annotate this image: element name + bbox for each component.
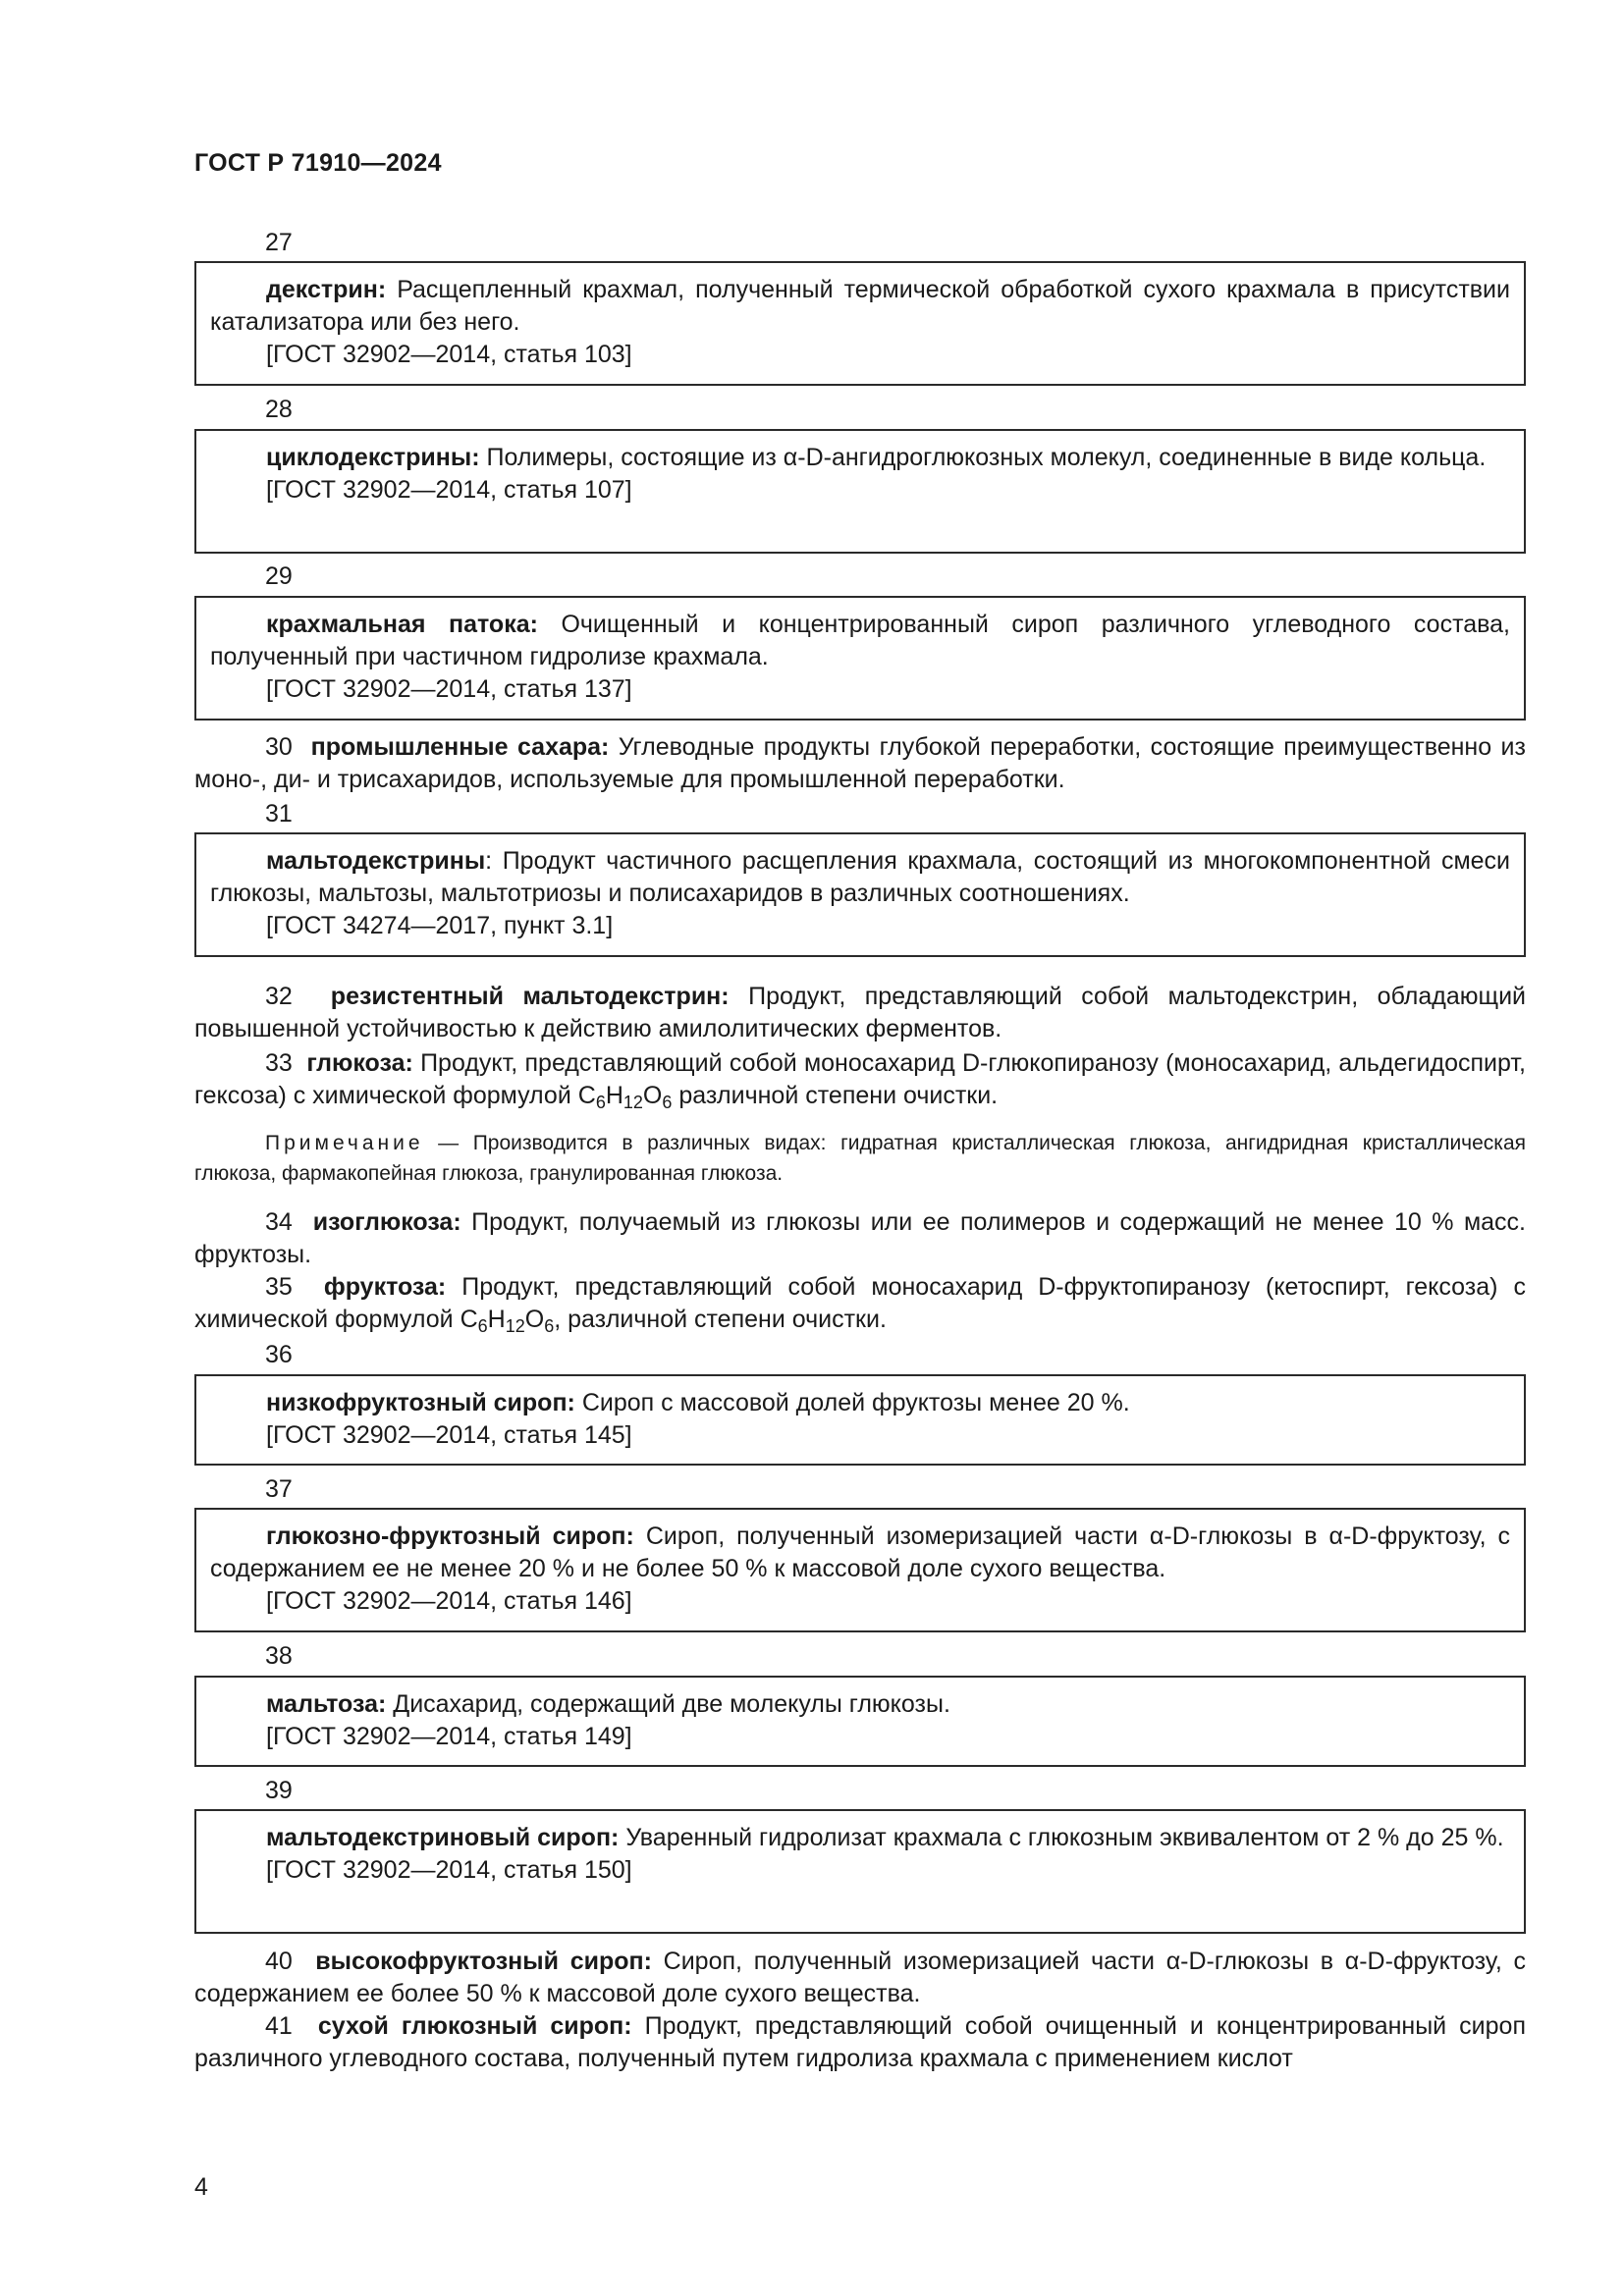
term-definition: мальтодекстрины: Продукт частичного расщепления крахмала, состоящий из многокомпонентной смеси глюкозы, мальтозы, мальтотриозы и полисахаридов в различных соотношениях. bbox=[210, 847, 1510, 907]
term-source: [ГОСТ 34274—2017, пункт 3.1] bbox=[266, 912, 614, 939]
page-number: 4 bbox=[194, 2173, 208, 2201]
term-source: [ГОСТ 32902—2014, статья 107] bbox=[266, 476, 632, 504]
term-paragraph: 33 глюкоза: Продукт, представляющий собой моносахарид D-глюкопиранозу (моносахарид, альдегидоспирт, гексоза) с химической формулой $C_6H_{12}O_6$ различной степени очистки. bbox=[194, 1049, 1526, 1112]
term-number: 31 bbox=[265, 800, 293, 828]
term-source: [ГОСТ 32902—2014, статья 149] bbox=[266, 1723, 632, 1750]
term-number: 29 bbox=[265, 562, 293, 590]
term-source: [ГОСТ 32902—2014, статья 145] bbox=[266, 1421, 632, 1449]
term-number: 37 bbox=[265, 1475, 293, 1503]
term-definition: низкофруктозный сироп: Сироп с массовой долей фруктозы менее 20 %. bbox=[266, 1389, 1130, 1416]
term-box bbox=[194, 596, 1526, 721]
note-label: Примечание bbox=[265, 1132, 424, 1154]
term-name: мальтодекстриновый сироп: bbox=[266, 1824, 620, 1851]
document-header: ГОСТ Р 71910—2024 bbox=[194, 149, 442, 177]
term-name: глюкозно-фруктозный сироп: bbox=[266, 1522, 634, 1550]
term-name: низкофруктозный сироп: bbox=[266, 1389, 575, 1416]
term-number: 27 bbox=[265, 229, 293, 256]
term-definition: крахмальная патока: Очищенный и концентрированный сироп различного углеводного состава, полученный при частичном гидролизе крахмала. bbox=[210, 611, 1510, 670]
term-box bbox=[194, 1809, 1526, 1934]
term-box bbox=[194, 1676, 1526, 1767]
term-name: высокофруктозный сироп: bbox=[315, 1948, 652, 1975]
term-paragraph: 32 резистентный мальтодекстрин: Продукт, представляющий собой мальтодекстрин, обладающий повышенной устойчивостью к действию амилолитических ферментов. bbox=[194, 983, 1527, 1042]
term-name: изоглюкоза: bbox=[312, 1208, 461, 1236]
term-source: [ГОСТ 32902—2014, статья 150] bbox=[266, 1856, 632, 1884]
term-source: [ГОСТ 32902—2014, статья 146] bbox=[266, 1587, 632, 1615]
term-box bbox=[194, 1508, 1526, 1632]
term-source: [ГОСТ 32902—2014, статья 137] bbox=[266, 675, 632, 703]
term-name: глюкоза: bbox=[306, 1049, 413, 1077]
term-definition: декстрин: Расщепленный крахмал, полученный термической обработкой сухого крахмала в присутствии катализатора или без него. bbox=[210, 276, 1510, 336]
term-name: циклодекстрины: bbox=[266, 444, 480, 471]
term-name: крахмальная патока: bbox=[266, 611, 538, 638]
chemical-formula: $C_6H_{12}O_6$ bbox=[460, 1306, 555, 1336]
term-box bbox=[194, 429, 1526, 554]
term-definition: мальтоза: Дисахарид, содержащий две молекулы глюкозы. bbox=[266, 1690, 950, 1718]
term-box bbox=[194, 261, 1526, 386]
term-number: 38 bbox=[265, 1642, 293, 1670]
term-name: резистентный мальтодекстрин: bbox=[330, 983, 730, 1010]
term-definition: глюкозно-фруктозный сироп: Сироп, полученный изомеризацией части α-D-глюкозы в α-D-фруктозу, с содержанием ее не менее 20 % и не более 50 % к массовой доле сухого вещества. bbox=[210, 1522, 1510, 1582]
term-name: декстрин: bbox=[266, 276, 387, 303]
term-paragraph: 40 высокофруктозный сироп: Сироп, полученный изомеризацией части α-D-глюкозы в α-D-фруктозу, с содержанием ее более 50 % к массовой доле сухого вещества. bbox=[194, 1948, 1526, 2007]
term-name: сухой глюкозный сироп: bbox=[317, 2012, 632, 2040]
term-name: мальтодекстрины bbox=[266, 847, 486, 875]
term-number: 39 bbox=[265, 1777, 293, 1804]
term-name: фруктоза: bbox=[323, 1273, 447, 1301]
term-name: мальтоза: bbox=[266, 1690, 387, 1718]
term-paragraph: 35 фруктоза: Продукт, представляющий собой моносахарид D-фруктопиранозу (кетоспирт, гексоза) с химической формулой $C_6H_{12}O_6$, различной степени очистки. bbox=[194, 1273, 1526, 1336]
note-paragraph: Примечание — Производится в различных видах: гидратная кристаллическая глюкоза, ангидридная кристаллическая глюкоза, фармакопейная глюкоза, гранулированная глюкоза. bbox=[194, 1132, 1526, 1185]
term-definition: циклодекстрины: Полимеры, состоящие из α-D-ангидроглюкозных молекул, соединенные в виде кольца. bbox=[266, 444, 1487, 471]
chemical-formula: $C_6H_{12}O_6$ bbox=[577, 1082, 673, 1112]
term-definition: мальтодекстриновый сироп: Уваренный гидролизат крахмала с глюкозным эквивалентом от 2 % до 25 %. bbox=[266, 1824, 1504, 1851]
term-paragraph: 30 промышленные сахара: Углеводные продукты глубокой переработки, состоящие преимущественно из моно-, ди- и трисахаридов, используемые для промышленной переработки. bbox=[194, 733, 1526, 793]
term-box bbox=[194, 832, 1526, 957]
term-number: 28 bbox=[265, 396, 293, 423]
term-paragraph: 34 изоглюкоза: Продукт, получаемый из глюкозы или ее полимеров и содержащий не менее 10 % масс. фруктозы. bbox=[194, 1208, 1526, 1268]
term-box bbox=[194, 1374, 1526, 1466]
term-number: 36 bbox=[265, 1341, 293, 1368]
term-name: промышленные сахара: bbox=[310, 733, 610, 761]
term-source: [ГОСТ 32902—2014, статья 103] bbox=[266, 341, 632, 368]
term-paragraph: 41 сухой глюкозный сироп: Продукт, представляющий собой очищенный и концентрированный сироп различного углеводного состава, полученный путем гидролиза крахмала с применением кислот bbox=[194, 2012, 1526, 2072]
